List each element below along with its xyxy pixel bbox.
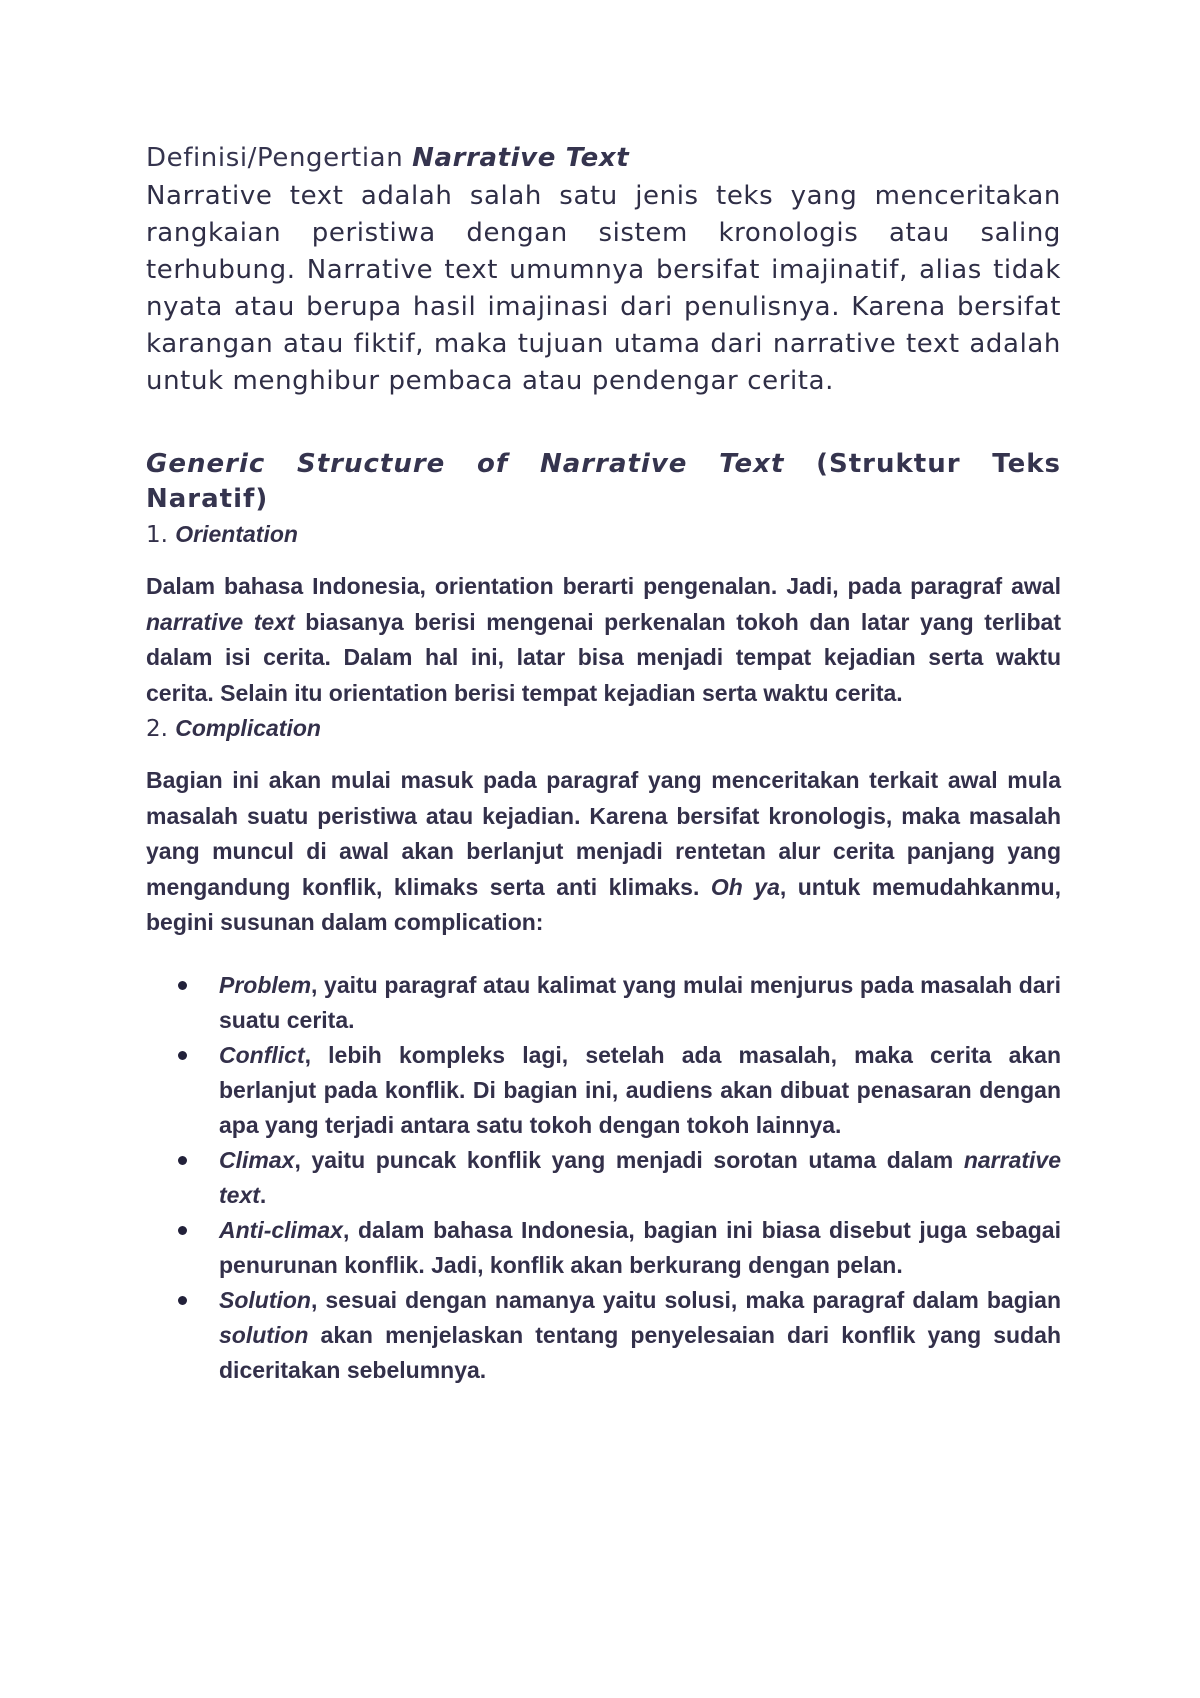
- bullet-text: , dalam bahasa Indonesia, bagian ini biasa disebut juga sebagai penurunan konflik. Jadi, konflik akan berkurang dengan pelan.: [219, 1216, 1061, 1278]
- orientation-text-1: Dalam bahasa Indonesia, orientation berarti pengenalan. Jadi, pada paragraf awal: [146, 573, 1061, 599]
- orientation-text-emphasis: narrative text: [146, 608, 295, 635]
- bullet-icon: [178, 1051, 187, 1060]
- structure-section: [146, 447, 1061, 1388]
- list-item: [146, 1283, 1061, 1388]
- list-item: [146, 1038, 1061, 1143]
- bullet-text-end: akan menjelaskan tentang penyelesaian dari konflik yang sudah diceritakan sebelumnya.: [219, 1321, 1061, 1383]
- bullet-term: Anti-climax: [219, 1216, 343, 1243]
- definition-title: [146, 138, 1061, 178]
- list-item: [146, 1213, 1061, 1283]
- structure-title: [146, 447, 1061, 517]
- complication-list: [146, 968, 1061, 1388]
- structure-title-emphasis: Generic Structure of Narrative Text: [146, 449, 785, 479]
- bullet-text: , lebih kompleks lagi, setelah ada masalah, maka cerita akan berlanjut pada konflik. Di bagian ini, audiens akan dibuat penasaran dengan apa yang terjadi antara satu tokoh dengan tokoh lainnya.: [219, 1041, 1061, 1138]
- complication-text-1: Bagian ini akan mulai masuk pada paragraf yang menceritakan terkait awal mula masalah suatu peristiwa atau kejadian. Karena bersifat kronologis, maka masalah yang muncul di awal akan berlanjut menjadi rentetan alur cerita panjang yang mengandung konflik, klimaks serta anti klimaks.: [146, 767, 1061, 900]
- bullet-text-emphasis: solution: [219, 1321, 309, 1348]
- complication-paragraph: [146, 763, 1061, 941]
- definition-paragraph: Narrative text adalah salah satu jenis teks yang menceritakan rangkaian peristiwa dengan sistem kronologis atau saling terhubung. Narrative text umumnya bersifat imajinatif, alias tidak nyata atau berupa hasil imajinasi dari penulisnya. Karena bersifat karangan atau fiktif, maka tujuan utama dari narrative text adalah untuk menghibur pembaca atau pendengar cerita.: [146, 181, 1061, 396]
- bullet-text: , yaitu paragraf atau kalimat yang mulai menjurus pada masalah dari suatu cerita.: [219, 971, 1061, 1033]
- complication-name: Complication: [175, 715, 321, 741]
- bullet-icon: [178, 981, 187, 990]
- list-item: [146, 1143, 1061, 1213]
- bullet-text-emphasis: narrative text: [219, 1146, 1061, 1208]
- definition-title-emphasis: Narrative Text: [412, 143, 630, 173]
- bullet-text-end: .: [259, 1181, 267, 1208]
- definition-title-plain: Definisi/Pengertian: [146, 143, 413, 173]
- orientation-text-2: biasanya berisi mengenai perkenalan tokoh dan latar yang terlibat dalam isi cerita. Dalam hal ini, latar bisa menjadi tempat kejadian serta waktu cerita. Selain itu orientation berisi tempat kejadian serta waktu cerita.: [146, 608, 1061, 706]
- bullet-term: Climax: [219, 1146, 295, 1173]
- complication-text-emphasis: Oh ya: [710, 873, 780, 900]
- bullet-icon: [178, 1226, 187, 1235]
- complication-heading: [146, 711, 1061, 747]
- definition-section: [146, 138, 1061, 400]
- bullet-term: Problem: [219, 971, 312, 998]
- orientation-heading: [146, 517, 1061, 553]
- orientation-name: Orientation: [175, 521, 298, 547]
- orientation-number: 1.: [146, 522, 176, 548]
- bullet-term: Conflict: [219, 1041, 305, 1068]
- bullet-text: , yaitu puncak konflik yang menjadi sorotan utama dalam: [294, 1146, 964, 1173]
- complication-text-2: , untuk memudahkanmu, begini susunan dalam complication:: [146, 873, 1061, 935]
- list-item: [146, 968, 1061, 1038]
- bullet-icon: [178, 1156, 187, 1165]
- structure-body: [146, 517, 1061, 1388]
- bullet-icon: [178, 1296, 187, 1305]
- bullet-text: , sesuai dengan namanya yaitu solusi, maka paragraf dalam bagian: [310, 1286, 1061, 1313]
- bullet-term: Solution: [219, 1286, 311, 1313]
- orientation-paragraph: [146, 569, 1061, 711]
- complication-number: 2.: [146, 716, 176, 742]
- structure-title-rest: (Struktur Teks Naratif): [146, 449, 1061, 514]
